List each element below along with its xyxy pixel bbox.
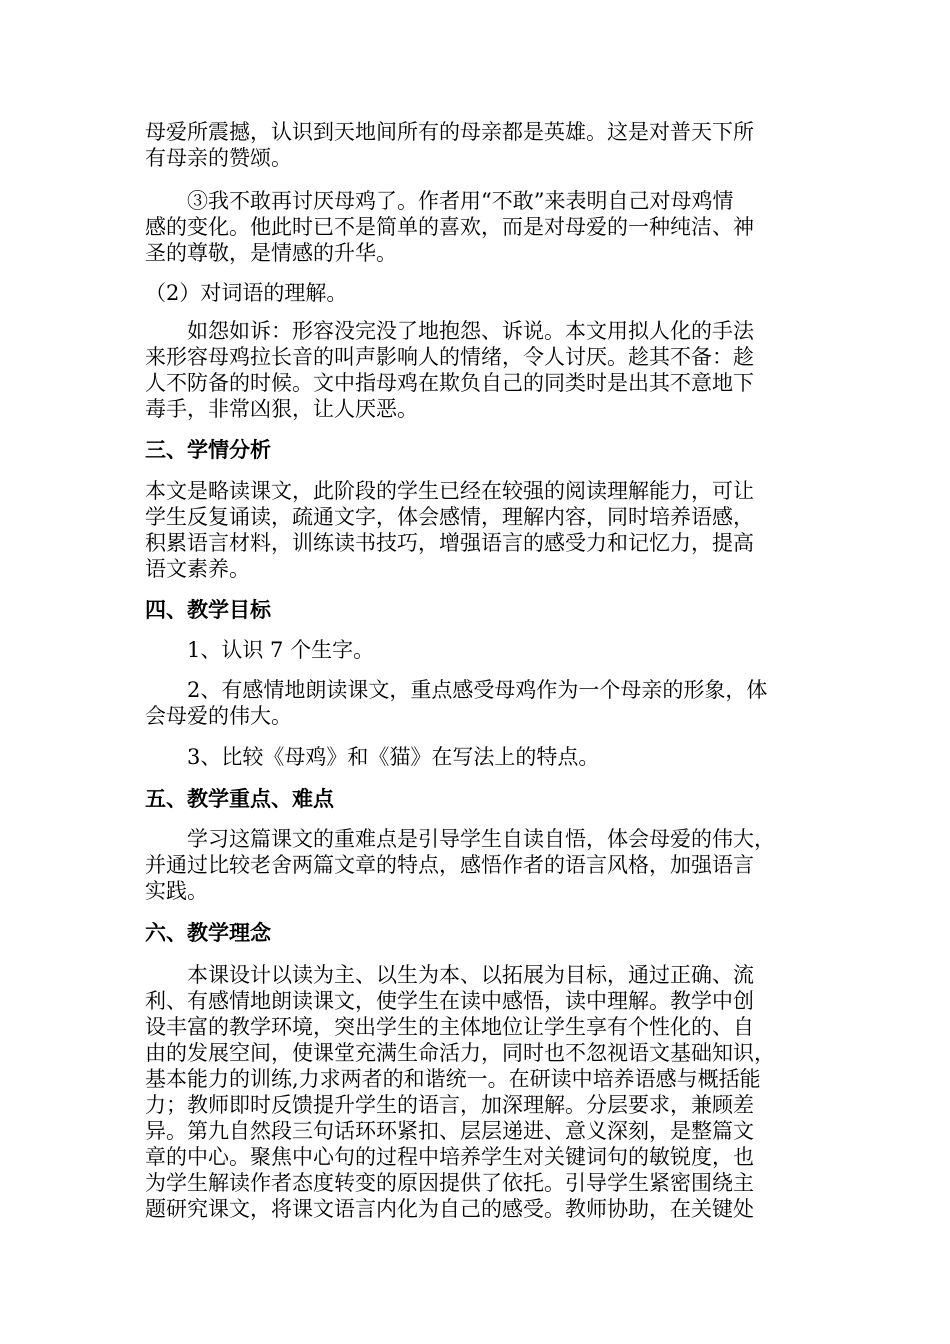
text-line: 感的变化。他此时已不是简单的喜欢，而是对母爱的一种纯洁、神 — [145, 215, 754, 239]
text-line: 并通过比较老舍两篇文章的特点，感悟作者的语言风格，加强语言 — [145, 853, 754, 877]
text-line: 人不防备的时候。文中指母鸡在欺负自己的同类时是出其不意地下 — [145, 371, 754, 395]
text-line: 有母亲的赞颂。 — [145, 146, 292, 170]
text-line: 会母爱的伟大。 — [145, 704, 292, 728]
text-line: 基本能力的训练,力求两者的和谐统一。在研读中培养语感与概括能 — [145, 1067, 761, 1091]
text-line: 学生反复诵读，疏通文字，体会感情，理解内容，同时培养语感， — [145, 505, 754, 529]
text-line: 实践。 — [145, 879, 208, 903]
text-line: 来形容母鸡拉长音的叫声影响人的情绪，令人讨厌。趁其不备：趁 — [145, 345, 754, 369]
text-line: 如怨如诉：形容没完没了地抱怨、诉说。本文用拟人化的手法 — [145, 319, 754, 343]
text-line: 为学生解读作者态度转变的原因提供了依托。引导学生紧密围绕主 — [145, 1171, 754, 1195]
text-line: 力；教师即时反馈提升学生的语言，加深理解。分层要求，兼顾差 — [145, 1093, 754, 1117]
text-line: 语文素养。 — [145, 557, 250, 581]
text-line: 毒手，非常凶狠，让人厌恶。 — [145, 397, 418, 421]
text-line: 2、有感情地朗读课文，重点感受母鸡作为一个母亲的形象，体 — [145, 678, 768, 702]
text-line: 章的中心。聚焦中心句的过程中培养学生对关键词句的敏锐度，也 — [145, 1145, 754, 1169]
text-line: 由的发展空间，使课堂充满生命活力，同时也不忽视语文基础知识， — [145, 1041, 775, 1065]
text-line: 题研究课文，将课文语言内化为自己的感受。教师协助，在关键处 — [145, 1197, 754, 1221]
text-line: 设丰富的教学环境，突出学生的主体地位让学生享有个性化的、自 — [145, 1015, 754, 1039]
text-line: 利、有感情地朗读课文，使学生在读中感悟，读中理解。教学中创 — [145, 989, 754, 1013]
text-line: 母爱所震撼，认识到天地间所有的母亲都是英雄。这是对普天下所 — [145, 120, 754, 144]
heading-text: 五、教学重点、难点 — [145, 786, 334, 811]
heading-text: 三、学情分析 — [145, 437, 271, 462]
text-line: 学习这篇课文的重难点是引导学生自读自悟，体会母爱的伟大， — [145, 827, 775, 851]
text-line: （2）对词语的理解。 — [145, 281, 348, 305]
text-line: 本课设计以读为主、以生为本、以拓展为目标，通过正确、流 — [145, 963, 754, 987]
text-line: 积累语言材料，训练读书技巧，增强语言的感受力和记忆力，提高 — [145, 531, 754, 555]
text-line: ③我不敢再讨厌母鸡了。作者用“不敢”来表明自己对母鸡情 — [145, 189, 734, 213]
text-line: 圣的尊敬，是情感的升华。 — [145, 241, 397, 265]
heading-text: 六、教学理念 — [145, 920, 271, 945]
text-line: 本文是略读课文，此阶段的学生已经在较强的阅读理解能力，可让 — [145, 479, 754, 503]
text-line: 1、认识 7 个生字。 — [145, 638, 375, 662]
text-line: 异。第九自然段三句话环环紧扣、层层递进、意义深刻，是整篇文 — [145, 1119, 754, 1143]
heading-text: 四、教学目标 — [145, 597, 271, 622]
text-line: 3、比较《母鸡》和《猫》在写法上的特点。 — [145, 745, 600, 769]
